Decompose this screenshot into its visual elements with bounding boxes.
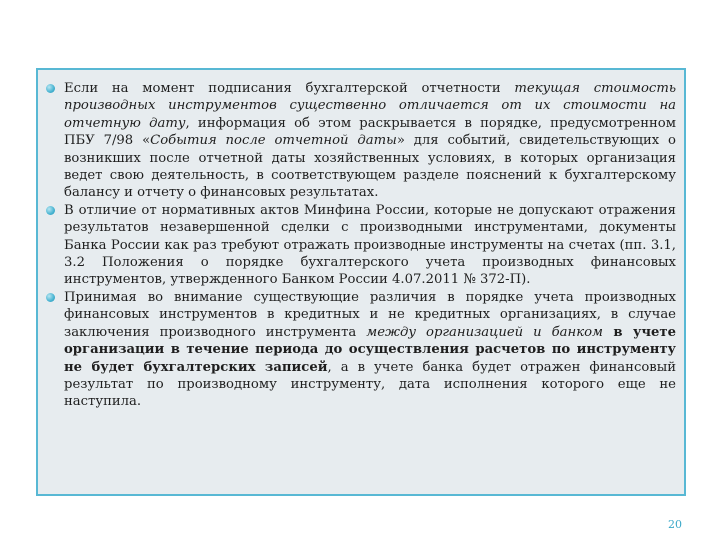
segment: » для событий, свидетельствующих о возникших после отчетной даты хозяйственных условиях, в которых организация ведет свою деятельность, в соответствующем разделе пояснений к бухгалтерскому балансу и отчету о финансовых результатах. (64, 133, 676, 201)
segment: Если на момент подписания бухгалтерской отчетности (64, 81, 515, 96)
bullet-icon (46, 206, 55, 215)
bullet-list (44, 80, 676, 411)
segment-italic: События после отчетной даты (150, 133, 397, 149)
segment-italic: между организацией и банком (366, 324, 603, 340)
segment-italic: текущая стоимость производных инструментов существенно отличается от их стоимости на отчетную дату (64, 81, 677, 131)
bullet-item-1 (44, 80, 676, 202)
segment: В отличие от нормативных актов Минфина России, которые не допускают отражения результатов незавершенной сделки с производными инструментами, документы Банка России как раз требуют отражать производные инструменты на счетах (пп. 3.1, 3.2 Положения о порядке бухгалтерского учета производных финансовых инструментов, утвержденного Банком России 4.07.2011 № 372-П). (64, 202, 676, 288)
content-text (44, 80, 676, 411)
segment-bold: в учете организации в течение периода до осуществления расчетов по инструменту не будет бухгалтерских записей (64, 324, 676, 375)
segment: Принимая во внимание существующие различия в порядке учета производных финансовых инструментов в кредитных и не кредитных организациях, в случае заключения производного инструмента (64, 289, 676, 340)
segment: , информация об этом раскрывается в порядке, предусмотренном ПБУ 7/98 « (64, 115, 676, 149)
bullet-item-2 (44, 202, 676, 289)
segment: , а в учете банка будет отражен финансовый результат по производному инструменту, дата исполнения которого еще не наступила. (64, 359, 676, 410)
bullet-item-3 (44, 289, 676, 411)
bullet-icon (46, 293, 55, 302)
page-number: 20 (668, 518, 682, 531)
bullet-icon (46, 84, 55, 93)
